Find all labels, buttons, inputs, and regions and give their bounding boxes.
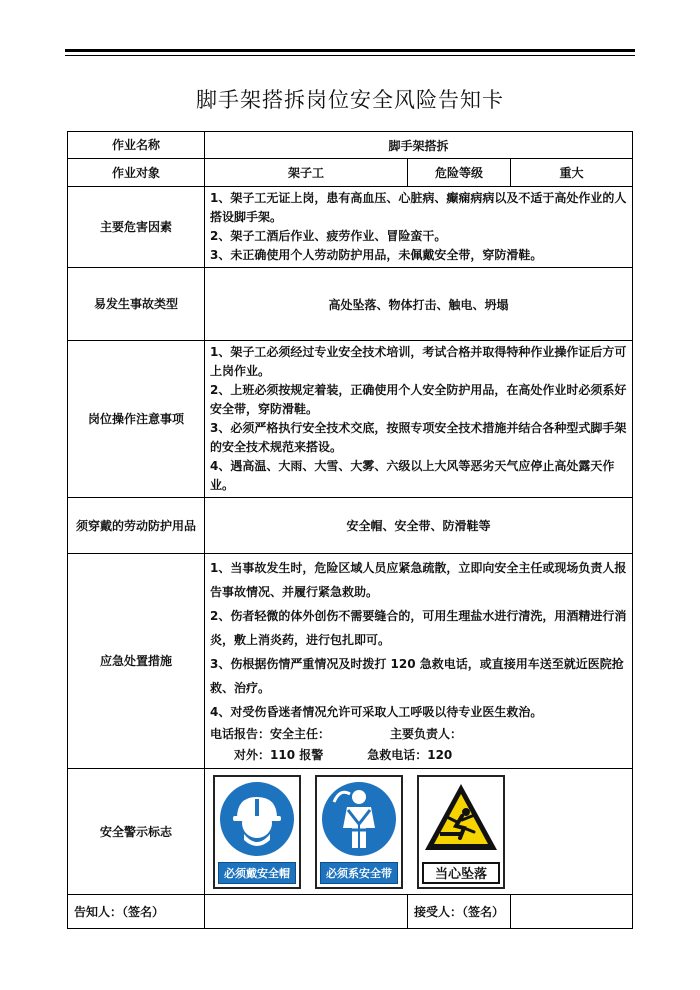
ppe-label: 须穿戴的劳动防护用品 xyxy=(68,498,205,554)
emergency-label: 应急处置措施 xyxy=(68,554,205,769)
job-name-value: 脚手架搭拆 xyxy=(205,132,633,159)
hazards-content xyxy=(205,187,633,268)
page-title: 脚手架搭拆岗位安全风险告知卡 xyxy=(196,88,504,112)
operation-line: 1、架子工必须经过专业安全技术培训，考试合格并取得特种作业操作证后方可上岗作业。 xyxy=(210,345,627,378)
risk-level-label: 危险等级 xyxy=(408,159,511,187)
risk-notice-table xyxy=(67,131,633,929)
sign-must-wear-helmet xyxy=(213,775,301,889)
hazard-line: 1、架子工无证上岗，患有高血压、心脏病、癫痫病病以及不适于高处作业的人搭设脚手架。 xyxy=(210,191,627,224)
job-name-label: 作业名称 xyxy=(68,132,205,159)
sign-caption: 必须戴安全帽 xyxy=(218,862,296,884)
emergency-line: 4、对受伤昏迷者情况允许可采取人工呼吸以待专业医生救治。 xyxy=(210,705,543,719)
row-warning-signs xyxy=(68,769,633,895)
sign-beware-fall xyxy=(417,775,505,889)
row-ppe xyxy=(68,498,633,554)
phone-report-line xyxy=(210,724,628,745)
accident-types-value: 高处坠落、物体打击、触电、坍塌 xyxy=(205,268,633,341)
ppe-value: 安全帽、安全带、防滑鞋等 xyxy=(205,498,633,554)
accident-types-label: 易发生事故类型 xyxy=(68,268,205,341)
emergency-numbers-line xyxy=(210,745,628,766)
risk-level-value: 重大 xyxy=(511,159,633,187)
row-signatures xyxy=(68,895,633,929)
safety-harness-icon xyxy=(320,780,398,858)
row-hazards xyxy=(68,187,633,268)
receiver-signature: 接受人：（签名） xyxy=(408,895,511,929)
row-job-name xyxy=(68,132,633,159)
warning-signs-content xyxy=(205,769,633,895)
hazard-line: 3、未正确使用个人劳动防护用品，未佩戴安全带，穿防滑鞋。 xyxy=(210,248,543,262)
emergency-call: 急救电话：120 xyxy=(367,748,453,762)
external-alarm: 对外：110 报警 xyxy=(234,748,324,762)
operation-line: 4、遇高温、大雨、大雪、大雾、六级以上大风等恶劣天气应停止高处露天作业。 xyxy=(210,459,615,492)
emergency-line: 2、伤者轻微的体外创伤不需要缝合的，可用生理盐水进行清洗，用酒精进行消炎，敷上消炎药，进行包扎即可。 xyxy=(210,609,627,647)
operation-notes-content xyxy=(205,341,633,498)
operation-line: 3、必须严格执行安全技术交底，按照专项安全技术措施并结合各种型式脚手架的安全技术规范来搭设。 xyxy=(210,421,627,454)
informer-signature-blank xyxy=(205,895,408,929)
operation-line: 2、上班必须按规定着装，正确使用个人安全防护用品，在高处作业时必须系好安全带，穿防滑鞋。 xyxy=(210,383,627,416)
emergency-line: 3、伤根据伤情严重情况及时拨打 120 急救电话，或直接用车送至就近医院抢救、治疗。 xyxy=(210,657,624,695)
job-target-label: 作业对象 xyxy=(68,159,205,187)
sign-must-wear-harness xyxy=(315,775,403,889)
warning-signs-label: 安全警示标志 xyxy=(68,769,205,895)
hard-hat-icon xyxy=(218,780,296,858)
hazards-label: 主要危害因素 xyxy=(68,187,205,268)
top-double-rule-thick xyxy=(65,49,635,52)
row-job-target xyxy=(68,159,633,187)
informer-signature: 告知人：（签名） xyxy=(68,895,205,929)
row-emergency xyxy=(68,554,633,769)
sign-caption: 当心坠落 xyxy=(422,862,500,884)
phone-report: 电话报告：安全主任： xyxy=(210,727,331,741)
hazard-line: 2、架子工酒后作业、疲劳作业、冒险蛮干。 xyxy=(210,229,447,243)
emergency-line: 1、当事故发生时，危险区域人员应紧急疏散，立即向安全主任或现场负责人报告事故情况、并履行紧急救助。 xyxy=(210,561,627,599)
main-person: 主要负责人： xyxy=(390,727,463,741)
receiver-signature-blank xyxy=(511,895,633,929)
row-operation-notes xyxy=(68,341,633,498)
fall-warning-icon xyxy=(422,780,500,858)
job-target-value: 架子工 xyxy=(205,159,408,187)
emergency-content xyxy=(205,554,633,769)
top-double-rule-thin xyxy=(65,55,635,56)
row-accident-types xyxy=(68,268,633,341)
operation-notes-label: 岗位操作注意事项 xyxy=(68,341,205,498)
sign-caption: 必须系安全带 xyxy=(320,862,398,884)
